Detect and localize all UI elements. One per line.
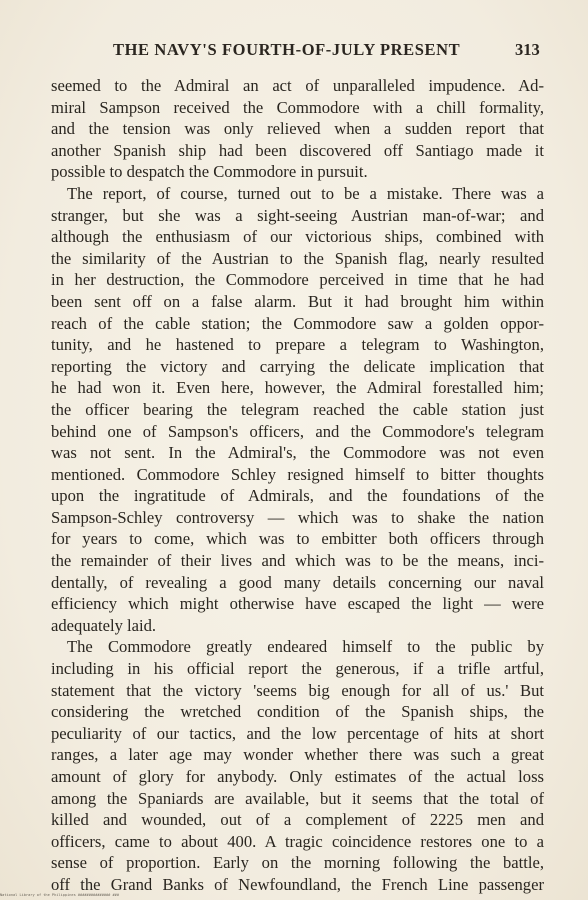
text-line: the similarity of the Austrian to the Spanish flag, nearly resulted	[51, 248, 544, 268]
text-line: off the Grand Banks of Newfoundland, the French Line passenger	[51, 874, 544, 894]
text-line: he had won it. Even here, however, the Admiral forestalled him;	[51, 378, 544, 398]
text-line: in her destruction, the Commodore perceived in time that he had	[51, 270, 544, 290]
paragraph-first-line: The Commodore greatly endeared himself to the public by	[67, 637, 544, 657]
text-line: seemed to the Admiral an act of unparalleled impudence. Ad-	[51, 76, 544, 95]
text-line: although the enthusiasm of our victorious ships, combined with	[51, 227, 544, 247]
text-line: miral Sampson received the Commodore with a chill formality,	[51, 97, 544, 117]
text-line: among the Spaniards are available, but it seems that the total of	[51, 788, 544, 808]
text-line: reporting the victory and carrying the delicate implication that	[51, 356, 544, 376]
text-line: another Spanish ship had been discovered off Santiago made it	[51, 140, 544, 160]
body-text	[51, 75, 544, 896]
text-line: reach of the cable station; the Commodore saw a golden oppor-	[51, 313, 544, 333]
text-line: sense of proportion. Early on the morning following the battle,	[51, 853, 544, 873]
page-number: 313	[515, 40, 540, 59]
text-line: peculiarity of our tactics, and the low percentage of hits at short	[51, 723, 544, 743]
text-line: possible to despatch the Commodore in pursuit.	[51, 162, 368, 182]
text-line: stranger, but she was a sight-seeing Austrian man-of-war; and	[51, 205, 544, 225]
text-line: Sampson-Schley controversy — which was to shake the nation	[51, 507, 544, 527]
text-line: statement that the victory 'seems big enough for all of us.' But	[51, 680, 544, 700]
text-line: the officer bearing the telegram reached the cable station just	[51, 399, 544, 419]
text-line: adequately laid.	[51, 615, 157, 635]
text-line: upon the ingratitude of Admirals, and the foundations of the	[51, 486, 544, 506]
text-line: ranges, a later age may wonder whether there was such a great	[51, 745, 544, 765]
text-line: was not sent. In the Admiral's, the Commodore was not even	[51, 443, 544, 463]
running-head	[0, 40, 588, 64]
text-line: officers, came to about 400. A tragic coincidence restores one to a	[51, 831, 544, 851]
text-line: and the tension was only relieved when a sudden report that	[51, 119, 544, 139]
text-line: the remainder of their lives and which was to be the means, inci-	[51, 551, 544, 571]
text-line: efficiency which might otherwise have escaped the light — were	[51, 594, 544, 614]
text-line: amount of glory for anybody. Only estimates of the actual loss	[51, 767, 544, 786]
text-line: been sent off on a false alarm. But it had brought him within	[51, 291, 544, 311]
text-line: mentioned. Commodore Schley resigned himself to bitter thoughts	[51, 464, 544, 484]
running-title: THE NAVY'S FOURTH-OF-JULY PRESENT	[113, 40, 461, 59]
text-line: including in his official report the generous, if a trifle artful,	[51, 659, 544, 679]
text-line: for years to come, which was to embitter both officers through	[51, 529, 544, 549]
text-line: killed and wounded, out of a complement of 2225 men and	[51, 810, 544, 830]
paragraph-first-line: The report, of course, turned out to be a mistake. There was a	[67, 183, 544, 203]
scan-watermark: National Library of the Philippines ############### ###	[0, 893, 119, 897]
text-line: dentally, of revealing a good many details concerning our naval	[51, 572, 544, 592]
text-line: considering the wretched condition of the Spanish ships, the	[51, 702, 544, 722]
text-line: tunity, and he hastened to prepare a telegram to Washington,	[51, 335, 544, 355]
text-line: behind one of Sampson's officers, and the Commodore's telegram	[51, 421, 544, 441]
